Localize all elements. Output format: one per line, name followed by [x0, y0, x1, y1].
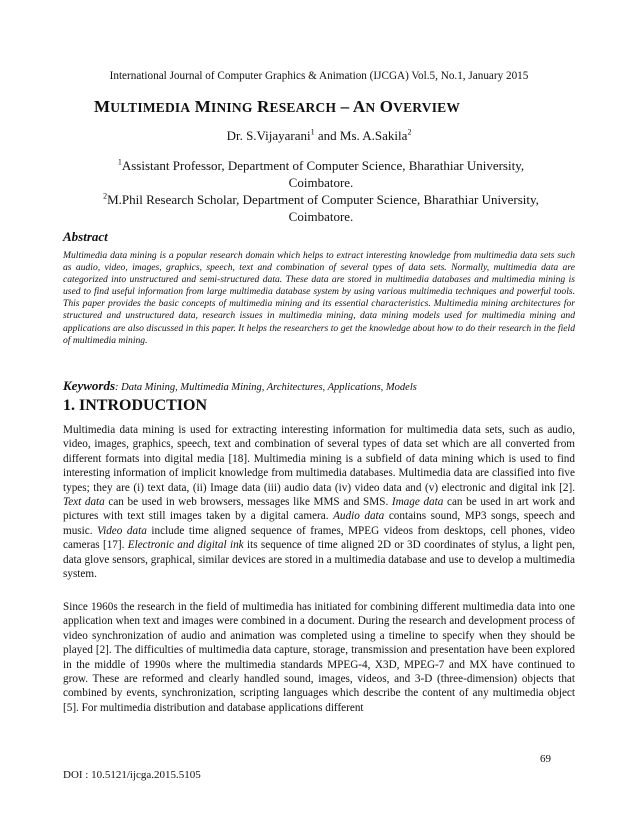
author-line: Dr. S.Vijayarani$^1$ and Ms. A.Sakila$^2$: [226, 127, 412, 143]
affiliation-2: $^2$M.Phil Research Scholar, Department of Computer Science, Bharathiar University, Coimbatore.: [103, 191, 539, 224]
keywords-text: : Data Mining, Multimedia Mining, Architectures, Applications, Models: [115, 382, 417, 393]
intro-paragraph-2: Since 1960s the research in the field of multimedia has initiated for combining different multimedia data into one application when text and images were combined in a document. During the research and development process of video synchronization of audio and animation was completed using a timeline to specify when they should be played [2]. The difficulties of multimedia data capture, storage, transmission and presentation have been explored in the middle of 1990s where the multimedia standards MPEG-4, X3D, MPEG-7 and MX have continued to grow. These are reformed and clearly handled sound, images, videos, and 3-D (three-dimension) objects that combined by events, synchronization, scripting languages which describe the content of any multimedia object [5]. For multimedia distribution and database applications different: [63, 601, 575, 714]
doi-footer: DOI : 10.5121/ijcga.2015.5105: [63, 769, 201, 781]
keywords-line: [63, 377, 575, 395]
intro-paragraph-1: Multimedia data mining is used for extracting interesting information for multimedia data sets, such as audio, video, images, graphics, speech, text and combination of several types of data set which are all converted from different formats into digital media [18]. Multimedia mining is a subfield of data mining which is used to find interesting information of implicit knowledge from multimedia databases. Multimedia data are classified into five types; they are (i) text data, (ii) Image data (iii) audio data (iv) video data and (v) electronic and digital ink [2]. Text data can be used in web browsers, messages like MMS and SMS. Image data can be used in art work and pictures with text still images taken by a digital camera. Audio data contains sound, MP3 songs, speech and music. Video data include time aligned sequence of frames, MPEG videos from desktops, cell phones, video cameras [17]. Electronic and digital ink its sequence of time aligned 2D or 3D coordinates of stylus, a light pen, data glove sensors, graphical, similar devices are stored in a multimedia database and use to develop a multimedia system.: [63, 424, 576, 581]
abstract-heading: Abstract: [63, 229, 108, 244]
paper-title: MULTIMEDIA MINING RESEARCH – AN OVERVIEW: [94, 97, 461, 116]
author-name: Dr. S.Vijayarani: [226, 128, 311, 143]
affiliation-1: $^1$Assistant Professor, Department of Computer Science, Bharathiar University, Coimbatore.: [117, 157, 525, 190]
page-number: 69: [540, 753, 551, 765]
abstract-text: Multimedia data mining is a popular research domain which helps to extract interesting knowledge from multimedia data sets such as audio, video, images, graphics, speech, text and combination of several types of data sets. Normally, multimedia data are categorized into unstructured and semi-structured data. These data are stored in multimedia databases and multimedia mining is used to find useful information from large multimedia database system by using various multimedia techniques and powerful tools. This paper provides the basic concepts of multimedia mining and its essential characteristics. Multimedia mining architectures for structured and unstructured data, research issues in multimedia mining, data mining models used for multimedia mining and applications are also discussed in this paper. It helps the researchers to get the knowledge about how to do their research in the field of multimedia mining.: [63, 250, 575, 346]
author-name: and Ms. A.Sakila: [314, 128, 408, 143]
keywords-label: Keywords: [63, 378, 115, 393]
journal-header: International Journal of Computer Graphics & Animation (IJCGA) Vol.5, No.1, January 2015: [109, 70, 529, 82]
section-heading-introduction: 1. INTRODUCTION: [63, 397, 208, 414]
